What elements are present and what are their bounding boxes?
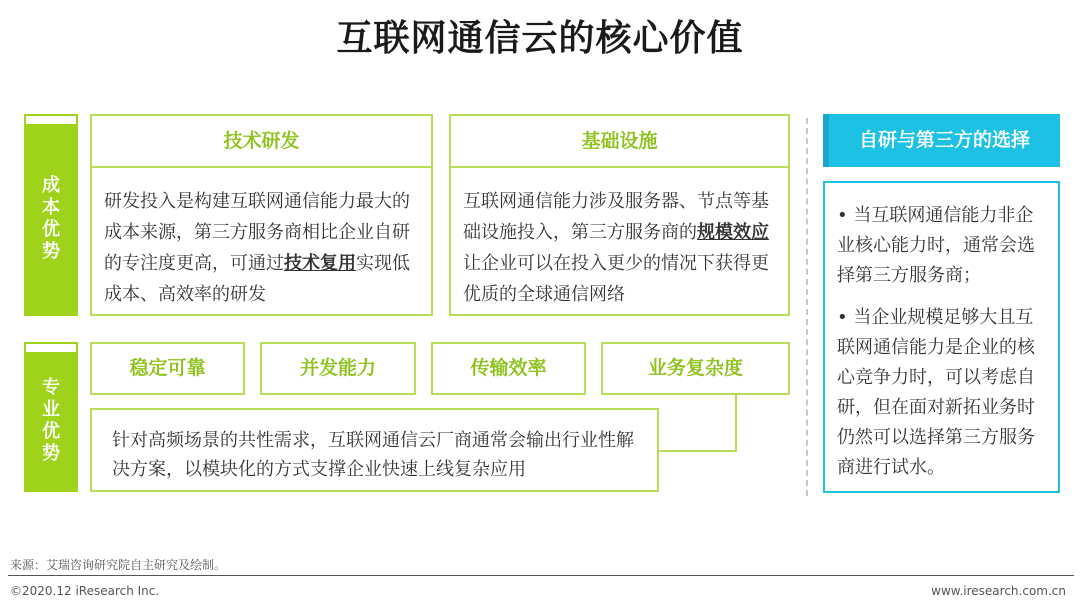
choice-heading: 自研与第三方的选择 xyxy=(823,114,1060,167)
choice-point: • 当企业规模足够大且互联网通信能力是企业的核心竞争力时，可以考虑自研，但在面对新拓业务时仍然可以选择第三方服务商进行试水。 xyxy=(837,307,1035,478)
connector-line xyxy=(735,395,737,452)
pro-label-char: 势 xyxy=(42,443,60,464)
cost-label-char: 势 xyxy=(42,241,60,262)
infrastructure-text: 互联网通信能力涉及服务器、节点等基础设施投入，第三方服务商的规模效应让企业可以在投入更少的情况下获得更优质的全球通信网络 xyxy=(463,191,769,305)
cost-label-char: 优 xyxy=(42,219,60,240)
tag-stability: 稳定可靠 xyxy=(90,342,245,395)
choice-point: • 当互联网通信能力非企业核心能力时，通常会选择第三方服务商； xyxy=(837,205,1035,286)
infrastructure-box xyxy=(449,114,790,316)
source-note: 来源：艾瑞咨询研究院自主研究及绘制。 xyxy=(10,558,227,572)
professional-description: 针对高频场景的共性需求，互联网通信云厂商通常会输出行业性解决方案，以模块化的方式支撑企业快速上线复杂应用 xyxy=(90,408,659,492)
footer-divider xyxy=(8,575,1074,576)
tag-transmission: 传输效率 xyxy=(431,342,586,395)
connector-line xyxy=(659,450,737,452)
copyright: ©2020.12 iResearch Inc. xyxy=(10,584,160,598)
cost-label-char: 本 xyxy=(42,197,60,218)
tech-reuse-highlight: 技术复用 xyxy=(284,253,356,274)
infrastructure-heading: 基础设施 xyxy=(451,116,788,168)
cost-label-char: 成 xyxy=(42,175,60,196)
scale-effect-highlight: 规模效应 xyxy=(697,222,769,243)
website: www.iresearch.com.cn xyxy=(931,584,1066,598)
tech-rd-box xyxy=(90,114,433,316)
tech-rd-text: 研发投入是构建互联网通信能力最大的成本来源，第三方服务商相比企业自研的专注度更高，可通过技术复用实现低成本、高效率的研发 xyxy=(104,191,410,305)
pro-label-char: 优 xyxy=(42,421,60,442)
tag-concurrency: 并发能力 xyxy=(260,342,416,395)
cost-advantage-label xyxy=(24,114,78,316)
pro-label-char: 业 xyxy=(42,399,60,420)
pro-label-char: 专 xyxy=(42,377,60,398)
tech-rd-heading: 技术研发 xyxy=(92,116,431,168)
page-title: 互联网通信云的核心价值 xyxy=(336,18,744,59)
choice-box xyxy=(823,181,1060,493)
professional-advantage-label xyxy=(24,342,78,492)
tag-complexity: 业务复杂度 xyxy=(601,342,790,395)
dashed-divider xyxy=(806,118,808,496)
